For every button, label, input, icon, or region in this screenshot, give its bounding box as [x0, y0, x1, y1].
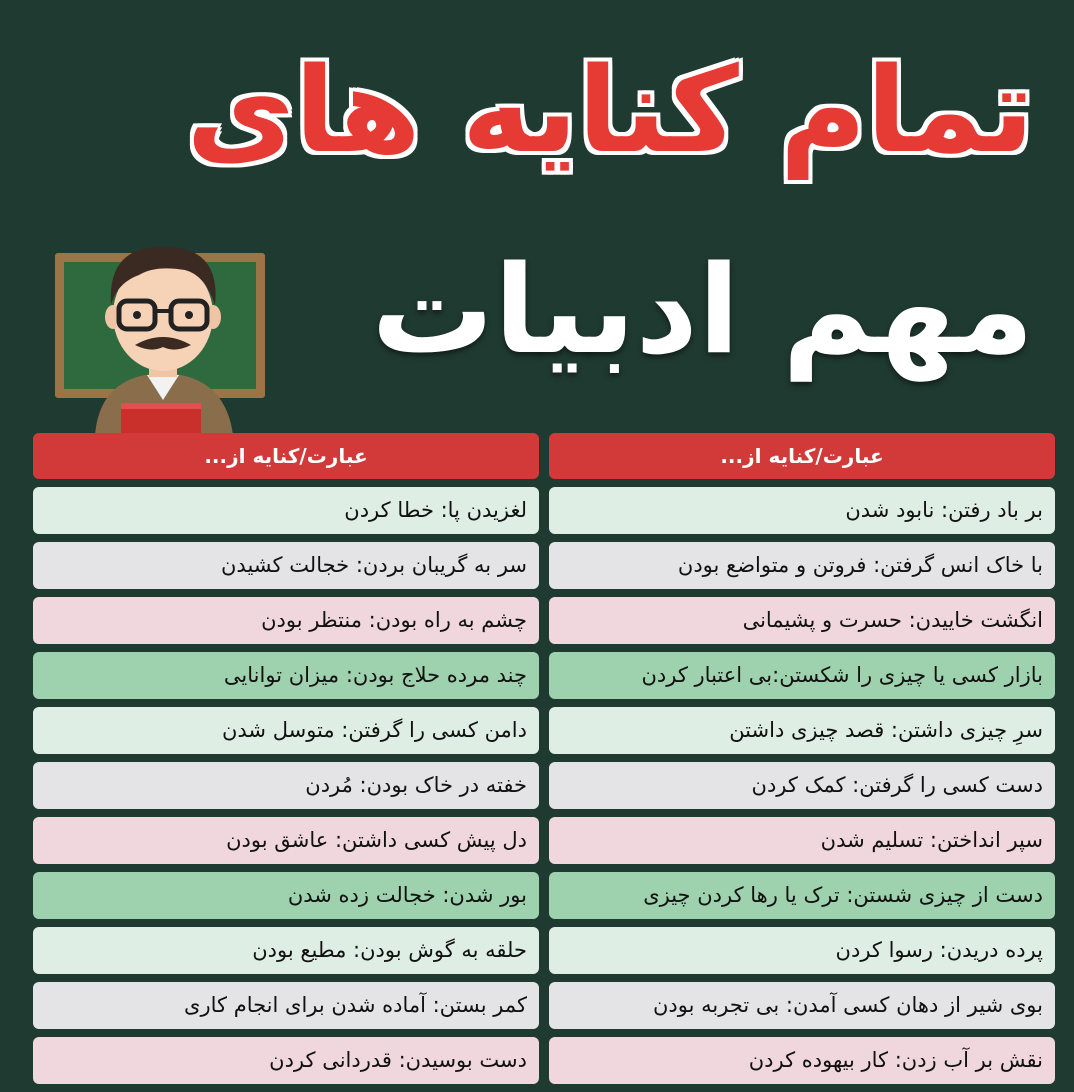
table-cell: کمر بستن: آماده شدن برای انجام کاری — [33, 982, 539, 1029]
table-cell: لغزیدن پا: خطا کردن — [33, 487, 539, 534]
table-row — [33, 487, 1055, 534]
table-row — [33, 762, 1055, 809]
table-cell: بازار کسی یا چیزی را شکستن:بی اعتبار کردن — [549, 652, 1055, 699]
page-title-line2: مهم ادبیات — [371, 239, 1034, 381]
teacher-icon — [55, 225, 270, 435]
column-header-left: عبارت/کنایه از... — [33, 433, 539, 479]
column-header-right: عبارت/کنایه از... — [549, 433, 1055, 479]
table-cell: سپر انداختن: تسلیم شدن — [549, 817, 1055, 864]
table-row — [33, 652, 1055, 699]
table-cell: دست از چیزی شستن: ترک یا رها کردن چیزی — [549, 872, 1055, 919]
table-cell: دامن کسی را گرفتن: متوسل شدن — [33, 707, 539, 754]
table-cell: چند مرده حلاج بودن: میزان توانایی — [33, 652, 539, 699]
table-cell: خفته در خاک بودن: مُردن — [33, 762, 539, 809]
table-row — [33, 707, 1055, 754]
table-cell: دست بوسیدن: قدردانی کردن — [33, 1037, 539, 1084]
table-row — [33, 872, 1055, 919]
table-cell: بوی شیر از دهان کسی آمدن: بی تجربه بودن — [549, 982, 1055, 1029]
table-cell: پرده دریدن: رسوا کردن — [549, 927, 1055, 974]
idioms-table — [33, 433, 1055, 1092]
table-cell: دست کسی را گرفتن: کمک کردن — [549, 762, 1055, 809]
table-cell: بور شدن: خجالت زده شدن — [33, 872, 539, 919]
table-cell: چشم به راه بودن: منتظر بودن — [33, 597, 539, 644]
table-row — [33, 542, 1055, 589]
table-row — [33, 597, 1055, 644]
table-row — [33, 927, 1055, 974]
table-cell: انگشت خاییدن: حسرت و پشیمانی — [549, 597, 1055, 644]
table-row — [33, 817, 1055, 864]
table-cell: سرِ چیزی داشتن: قصد چیزی داشتن — [549, 707, 1055, 754]
table-cell: با خاک انس گرفتن: فروتن و متواضع بودن — [549, 542, 1055, 589]
table-cell: سر به گریبان بردن: خجالت کشیدن — [33, 542, 539, 589]
table-row — [33, 982, 1055, 1029]
page-title-line1: تمام کنایه های — [186, 41, 1034, 179]
table-cell: دل پیش کسی داشتن: عاشق بودن — [33, 817, 539, 864]
table-header-row — [33, 433, 1055, 479]
table-cell: بر باد رفتن: نابود شدن — [549, 487, 1055, 534]
table-cell: حلقه به گوش بودن: مطیع بودن — [33, 927, 539, 974]
table-cell: نقش بر آب زدن: کار بیهوده کردن — [549, 1037, 1055, 1084]
table-row — [33, 1037, 1055, 1084]
